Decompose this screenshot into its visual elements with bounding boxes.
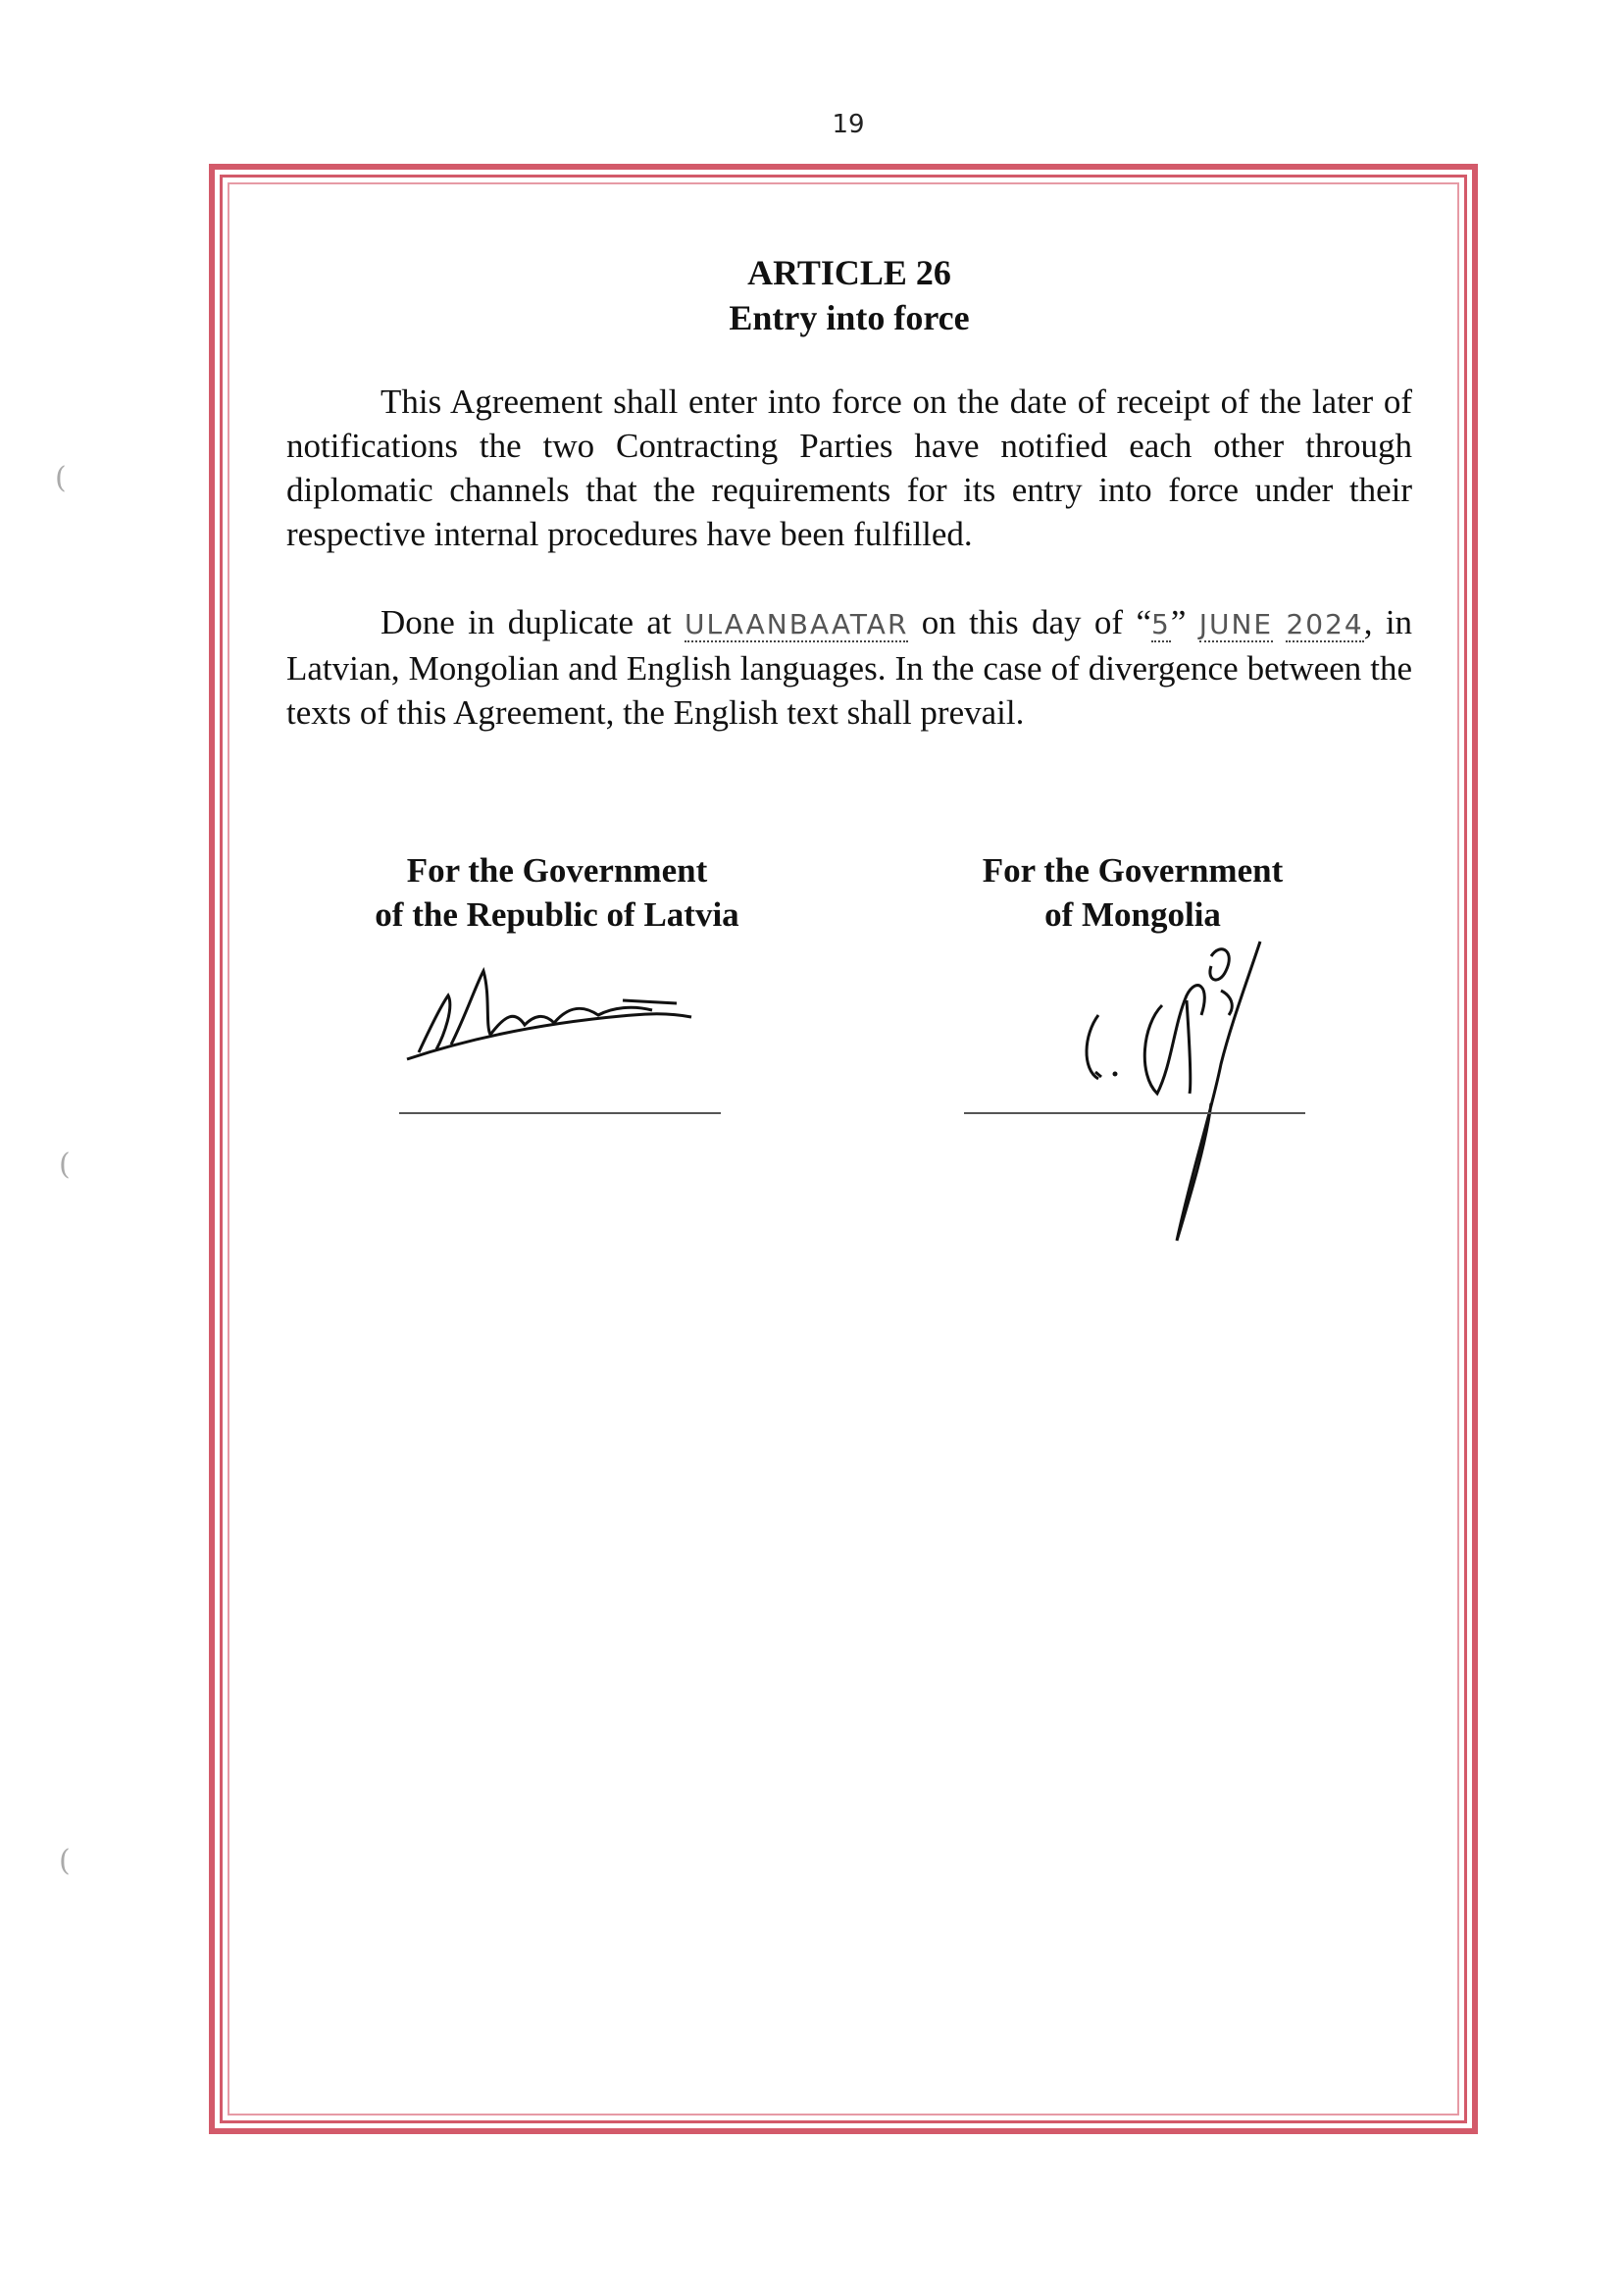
place-field: ULAANBAATAR [684, 608, 909, 640]
paragraph-2-rest: , in Latvian, Mongolian and English languages. In the case of divergence between the texts of this Agreement, the English text shall prevail. [286, 603, 1413, 732]
done-in-duplicate-text: Done in duplicate at [381, 603, 672, 641]
month-field: JUNE [1198, 608, 1274, 640]
day-field: 5 [1150, 608, 1171, 640]
margin-mark-icon: ( [59, 1844, 71, 1878]
year-field: 2024 [1286, 608, 1364, 640]
margin-mark-icon: ( [59, 1147, 71, 1182]
signature-block-latvia [338, 848, 776, 937]
close-quote: ” [1170, 603, 1187, 641]
signature-heading-line2: of Mongolia [1044, 895, 1221, 934]
signature-line-mongolia [964, 1112, 1305, 1114]
article-title: Entry into force [729, 298, 970, 337]
signature-heading-line1: For the Government [982, 851, 1284, 890]
signature-line-latvia [399, 1112, 721, 1114]
on-this-day-text: on this day of [921, 603, 1124, 641]
latvia-signature-icon [397, 956, 701, 1074]
article-paragraph-1: This Agreement shall enter into force on the date of receipt of the later of notifications the two Contracting Parties have notified each other through diplomatic channels that the requirements for its entry into force under their respective internal procedures have been fulfilled. [286, 382, 1412, 553]
margin-mark-icon: ( [55, 461, 67, 495]
page-number: 19 [832, 110, 865, 139]
open-quote: “ [1136, 603, 1151, 641]
article-content [286, 250, 1412, 735]
signature-heading-line2: of the Republic of Latvia [375, 895, 739, 934]
signature-heading-line1: For the Government [406, 851, 708, 890]
mongolia-signature-icon [1064, 897, 1319, 1250]
article-paragraph-2 [286, 600, 1412, 735]
article-number: ARTICLE 26 [747, 253, 951, 292]
